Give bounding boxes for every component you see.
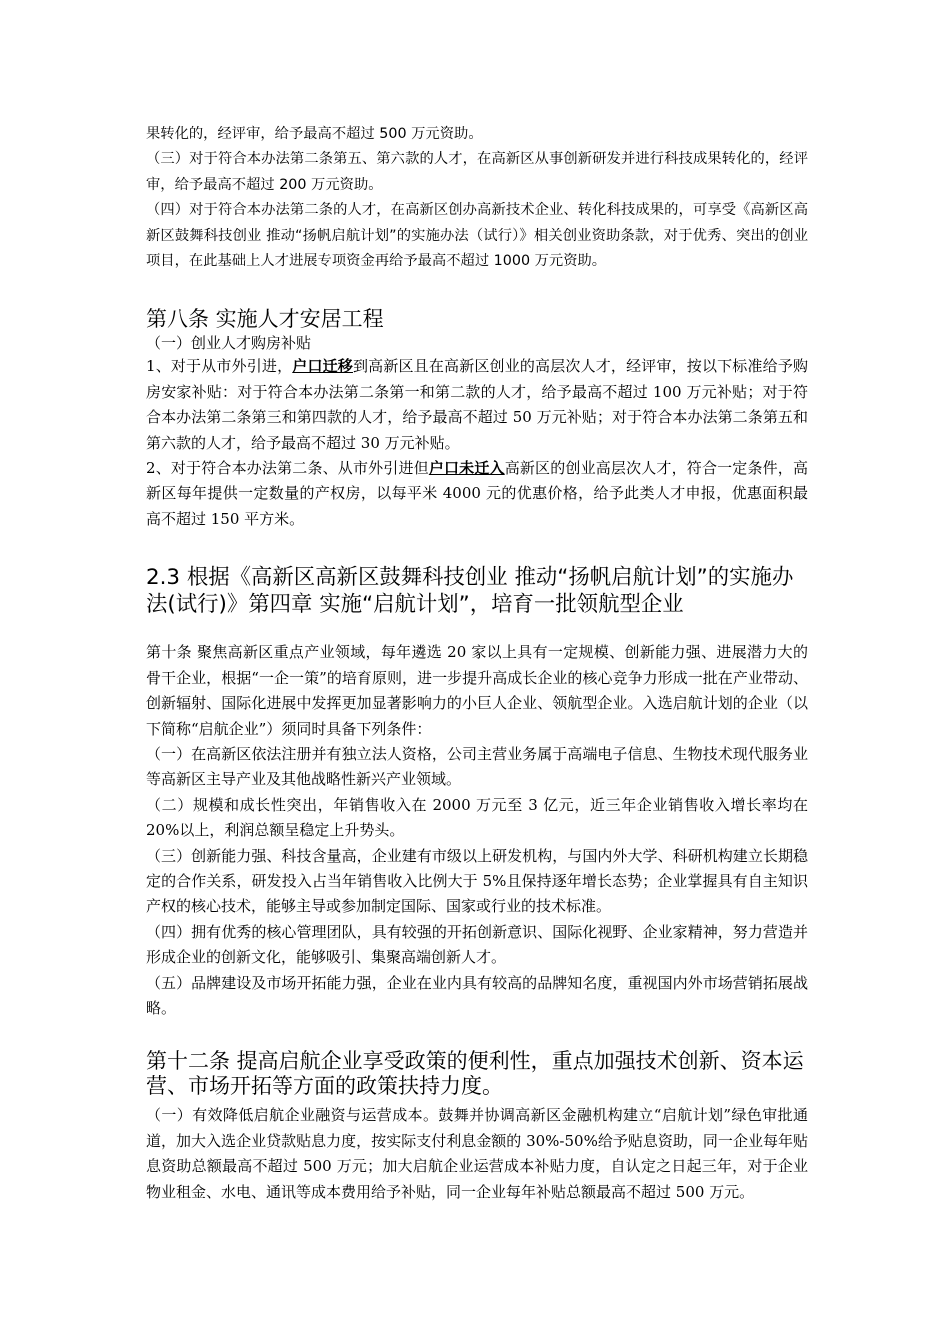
underlined-term: 户口未迁入: [428, 459, 505, 478]
article-8-heading: 第八条 实施人才安居工程: [146, 307, 384, 332]
text-run: 到高新区且在高新区创业的高层次人才，经评审，按以下标准给予购房安家补贴：对于符合本办法第二条第一和第二款的人才，给予最高不超过 100 万元补贴；对于符合本办法第二条第三和第四款的人才，给予最高不超过 50 万元补贴；对于符合本办法第二条第五和第六款的人才，给予最高不超过 30 万元补贴。: [146, 357, 808, 452]
article-12-heading: 第十二条 提高启航企业享受政策的便利性，重点加强技术创新、资本运营、市场开拓等方面的政策扶持力度。: [146, 1049, 804, 1099]
section-2-3-heading: 2.3 根据《高新区高新区鼓舞科技创业 推动“扬帆启航计划”的实施办法(试行)》第四章 实施“启航计划”，培育一批领航型企业: [146, 565, 794, 618]
article-10-condition: （四）拥有优秀的核心管理团队，具有较强的开拓创新意识、国际化视野、企业家精神，努力营造并形成企业的创新文化，能够吸引、集聚高端创新人才。: [146, 922, 808, 967]
article-10-condition: （五）品牌建设及市场开拓能力强，企业在业内具有较高的品牌知名度，重视国内外市场营销拓展战略。: [146, 973, 808, 1017]
article-10-intro: 第十条 聚焦高新区重点产业领域，每年遴选 20 家以上具有一定规模、创新能力强、进展潜力大的骨干企业，根据“一企一策”的培育原则，进一步提升高成长企业的核心竞争力形成一批在产业带动、创新辐射、国际化进展中发挥更加显著影响力的小巨人企业、领航型企业。入选启航计划的企业（以下简称“启航企业”）须同时具备下列条件：: [146, 643, 808, 738]
text-run: 1、对于从市外引进，: [146, 357, 293, 376]
article-8-item-1: [146, 354, 808, 456]
paragraph: （四）对于符合本办法第二条的人才，在高新区创办高新技术企业、转化科技成果的，可享受《高新区高新区鼓舞科技创业 推动“扬帆启航计划”的实施办法（试行）》相关创业资助条款，对于优秀、突出的创业项目，在此基础上人才进展专项资金再给予最高不超过 1000 万元资助。: [146, 202, 808, 270]
text-run: 2、对于符合本办法第二条、从市外引进但: [146, 459, 429, 478]
paragraph: （三）对于符合本办法第二条第五、第六款的人才，在高新区从事创新研发并进行科技成果转化的，经评审，给予最高不超过 200 万元资助。: [146, 151, 808, 193]
text-run: 高新区的创业高层次人才，符合一定条件，高新区每年提供一定数量的产权房，以每平米 4000 元的优惠价格，给予此类人才申报，优惠面积最高不超过 150 平方米。: [146, 459, 808, 528]
article-12-paragraph: （一）有效降低启航企业融资与运营成本。鼓舞并协调高新区金融机构建立“启航计划”绿色审批通道，加大入选企业贷款贴息力度，按实际支付利息金额的 30%-50%给予贴息资助，同一企业每年贴息资助总额最高不超过 500 万元；加大启航企业运营成本补贴力度，自认定之日起三年，对于企业物业租金、水电、通讯等成本费用给予补贴，同一企业每年补贴总额最高不超过 500 万元。: [146, 1106, 808, 1201]
document-page: [146, 122, 808, 1205]
underlined-term: 户口迁移: [292, 357, 353, 376]
article-8-subtitle: （一）创业人才购房补贴: [146, 334, 312, 353]
paragraph: 果转化的，经评审，给予最高不超过 500 万元资助。: [146, 126, 483, 142]
article-8-item-2: [146, 456, 808, 532]
article-10-condition: （一）在高新区依法注册并有独立法人资格，公司主营业务属于高端电子信息、生物技术现代服务业等高新区主导产业及其他战略性新兴产业领域。: [146, 744, 808, 789]
article-10-condition: （二）规模和成长性突出，年销售收入在 2000 万元至 3 亿元，近三年企业销售收入增长率均在 20%以上，利润总额呈稳定上升势头。: [146, 795, 808, 840]
article-10-condition: （三）创新能力强、科技含量高，企业建有市级以上研发机构，与国内外大学、科研机构建立长期稳定的合作关系，研发投入占当年销售收入比例大于 5%且保持逐年增长态势；企业掌握具有自主知识产权的核心技术，能够主导或参加制定国际、国家或行业的技术标准。: [146, 846, 808, 916]
